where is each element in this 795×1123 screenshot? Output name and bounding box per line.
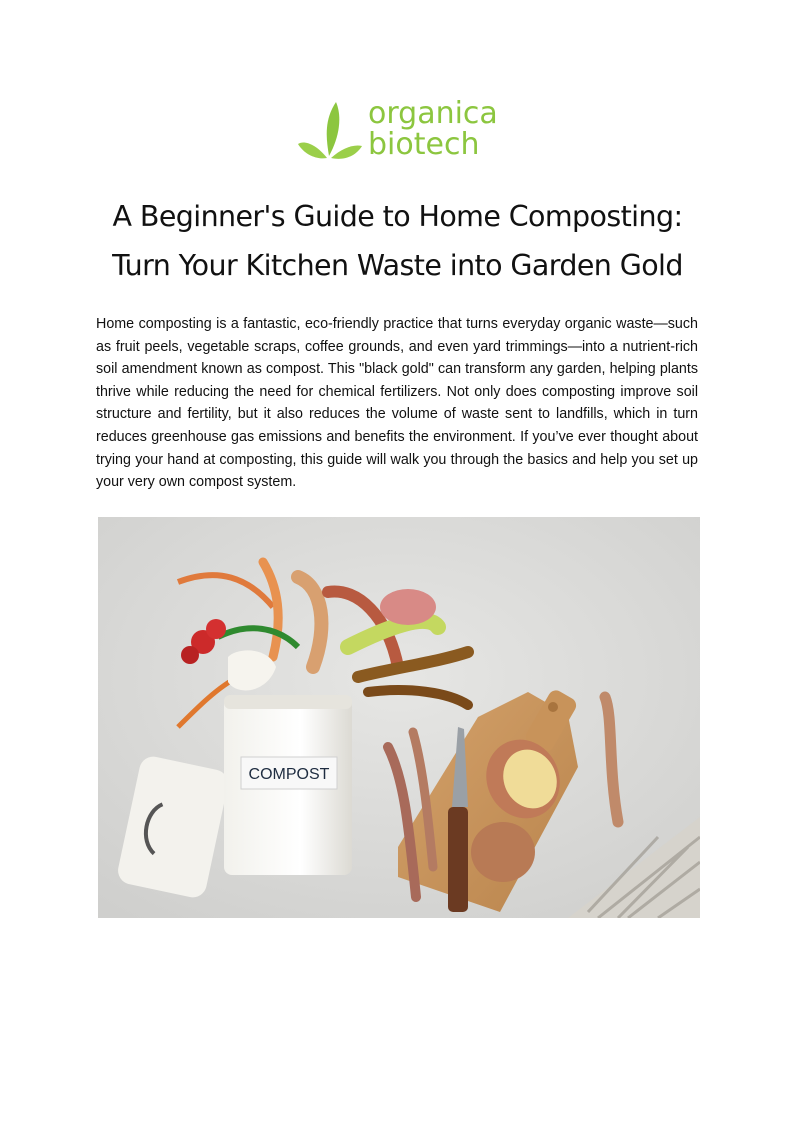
compost-illustration (98, 517, 700, 918)
compost-photo (98, 517, 700, 918)
page-title (60, 192, 735, 290)
leaf-sprout-icon (296, 98, 366, 164)
intro-paragraph: Home composting is a fantastic, eco-friendly practice that turns everyday organic waste—such as fruit peels, vegetable scraps, coffee grounds, and even yard trimmings—into a nutrient-rich soil amendment known as compost. This "black gold" can transform any garden, helping plants thrive while reducing the need for chemical fertilizers. Not only does composting improve soil structure and fertility, but it also reduces the volume of waste sent to landfills, which in turn reduces greenhouse gas emissions and benefits the environment. If you’ve ever thought about trying your hand at composting, this guide will walk you through the basics and help you set up your very own compost system. (96, 316, 698, 491)
title-line-1: A Beginner's Guide to Home Composting: (112, 200, 683, 233)
compost-bin[interactable] (224, 695, 352, 875)
brand-name-line1: organica (368, 96, 498, 131)
compost-label: COMPOST (248, 766, 330, 783)
title-line-2: Turn Your Kitchen Waste into Garden Gold (112, 249, 683, 282)
brand-name-line2: biotech (368, 127, 480, 162)
brand-logo (296, 98, 506, 164)
potato-whole (471, 822, 535, 882)
